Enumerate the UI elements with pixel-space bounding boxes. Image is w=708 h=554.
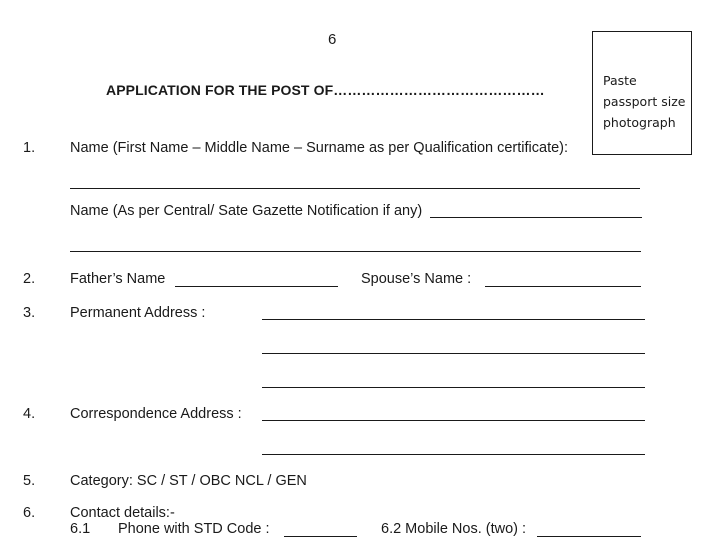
correspondence-address-line-1[interactable]	[262, 420, 645, 421]
name-input-line[interactable]	[70, 188, 640, 189]
phone-label: Phone with STD Code :	[118, 521, 270, 537]
father-name-label: Father’s Name	[70, 271, 166, 287]
page-number: 6	[328, 31, 337, 48]
spouse-name-label: Spouse’s Name :	[361, 271, 472, 287]
item-number-6: 6.	[23, 505, 36, 521]
contact-details-label: Contact details:-	[70, 505, 175, 521]
photo-text-line: passport size	[603, 94, 686, 109]
gazette-name-input-line-2[interactable]	[70, 251, 641, 252]
item-number-5: 5.	[23, 473, 36, 489]
correspondence-address-label: Correspondence Address :	[70, 406, 242, 422]
correspondence-address-line-2[interactable]	[262, 454, 645, 455]
category-label: Category: SC / ST / OBC NCL / GEN	[70, 473, 307, 489]
permanent-address-line-3[interactable]	[262, 387, 645, 388]
photo-text-line: photograph	[603, 115, 676, 130]
item-number-6-1: 6.1	[70, 521, 91, 537]
permanent-address-label: Permanent Address :	[70, 305, 206, 321]
permanent-address-line-1[interactable]	[262, 319, 645, 320]
item-number-3: 3.	[23, 305, 36, 321]
spouse-name-input-line[interactable]	[485, 286, 641, 287]
photo-instructions	[603, 70, 685, 133]
photo-box	[592, 31, 692, 155]
gazette-name-input-line[interactable]	[430, 217, 642, 218]
item-number-4: 4.	[23, 406, 36, 422]
father-name-input-line[interactable]	[175, 286, 338, 287]
mobile-label: 6.2 Mobile Nos. (two) :	[381, 521, 527, 537]
application-title: APPLICATION FOR THE POST OF………………………………………	[106, 82, 545, 98]
item-number-2: 2.	[23, 271, 36, 287]
name-label: Name (First Name – Middle Name – Surname as per Qualification certificate):	[70, 140, 569, 156]
item-number-1: 1.	[23, 140, 36, 156]
gazette-name-label: Name (As per Central/ Sate Gazette Notification if any)	[70, 203, 423, 219]
mobile-input-line[interactable]	[537, 536, 641, 537]
photo-text-line: Paste	[603, 73, 637, 88]
phone-input-line[interactable]	[284, 536, 357, 537]
permanent-address-line-2[interactable]	[262, 353, 645, 354]
